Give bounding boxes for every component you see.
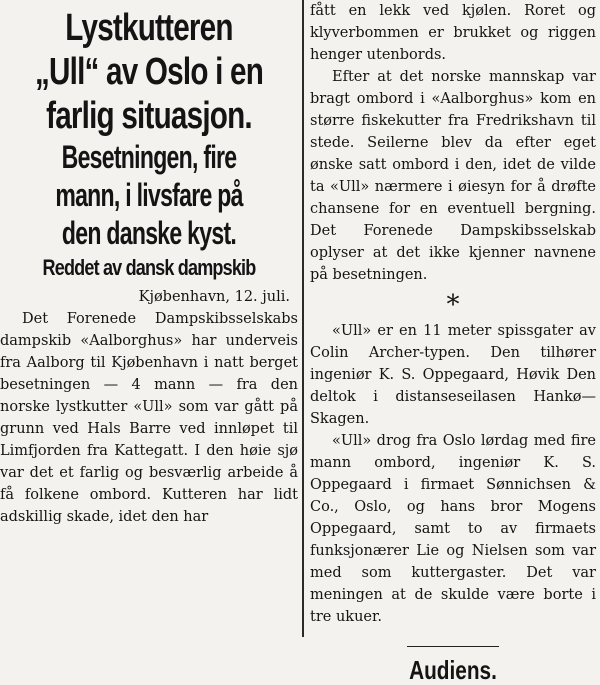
article-paragraph: Efter at det norske mannskap var bragt ombord i «Aalborghus» kom en større fiskekutter fra Fredrikshavn til stede. Seilerne blev da efter eget ønske satt ombord i den, idet de vilde ta «Ull» nærmere i øiesyn for å drøfte chansene for en eventuell bergning. Det Forenede Dampskibsselskab oplyser at det ikke kjenner navnene på besetningen. [310,69,596,283]
section-separator: * [446,290,460,320]
article-paragraph: «Ull» er en 11 meter spissgater av Colin Archer-typen. Den tilhører ingeniør K. S. Oppegaard, Høvik Den deltok i distanseseilasen Hankø—Skagen. [310,323,596,427]
kicker: Reddet av dansk dampskib [42,255,256,280]
article-paragraph: Det Forenede Dampskibsselskabs dampskib «Aalborghus» har underveis fra Aalborg til Kjøbenhavn i natt berget besetningen — 4 mann — fra den norske lystkutter «Ull» som var gått på grunn ved Hals Barre ved innløpet til Limfjorden fra Kattegatt. I den høie sjø var det et farlig og besværlig arbeide å få folkene ombord. Kutteren har lidt adskillig skade, idet den har [0,311,298,525]
section-divider [407,646,499,647]
article-paragraph-continued: fått en lekk ved kjølen. Roret og klyverbommen er brukket og riggen henger utenbords. [310,3,596,63]
subheadline: Besetningen, fire mann, i livsfare på den danske kyst. [55,139,243,251]
right-column [310,0,596,685]
article-paragraph: «Ull» drog fra Oslo lørdag med fire mann ombord, ingeniør K. S. Oppegaard i firmaet Sønnichsen & Co., Oslo, og hans bror Mogens Oppegaard, samt to av firmaets funksjonærer Lie og Nielsen som var med som kuttergaster. Det var meningen at de skulde være borte i tre ukuer. [310,433,596,625]
headline: Lystkutteren „Ull“ av Oslo i en farlig situasjon. [34,7,264,137]
left-column [0,0,298,637]
next-article-headline: Audiens. [409,655,497,685]
dateline: Kjøbenhavn, 12. juli. [138,289,290,305]
column-rule [302,0,304,637]
